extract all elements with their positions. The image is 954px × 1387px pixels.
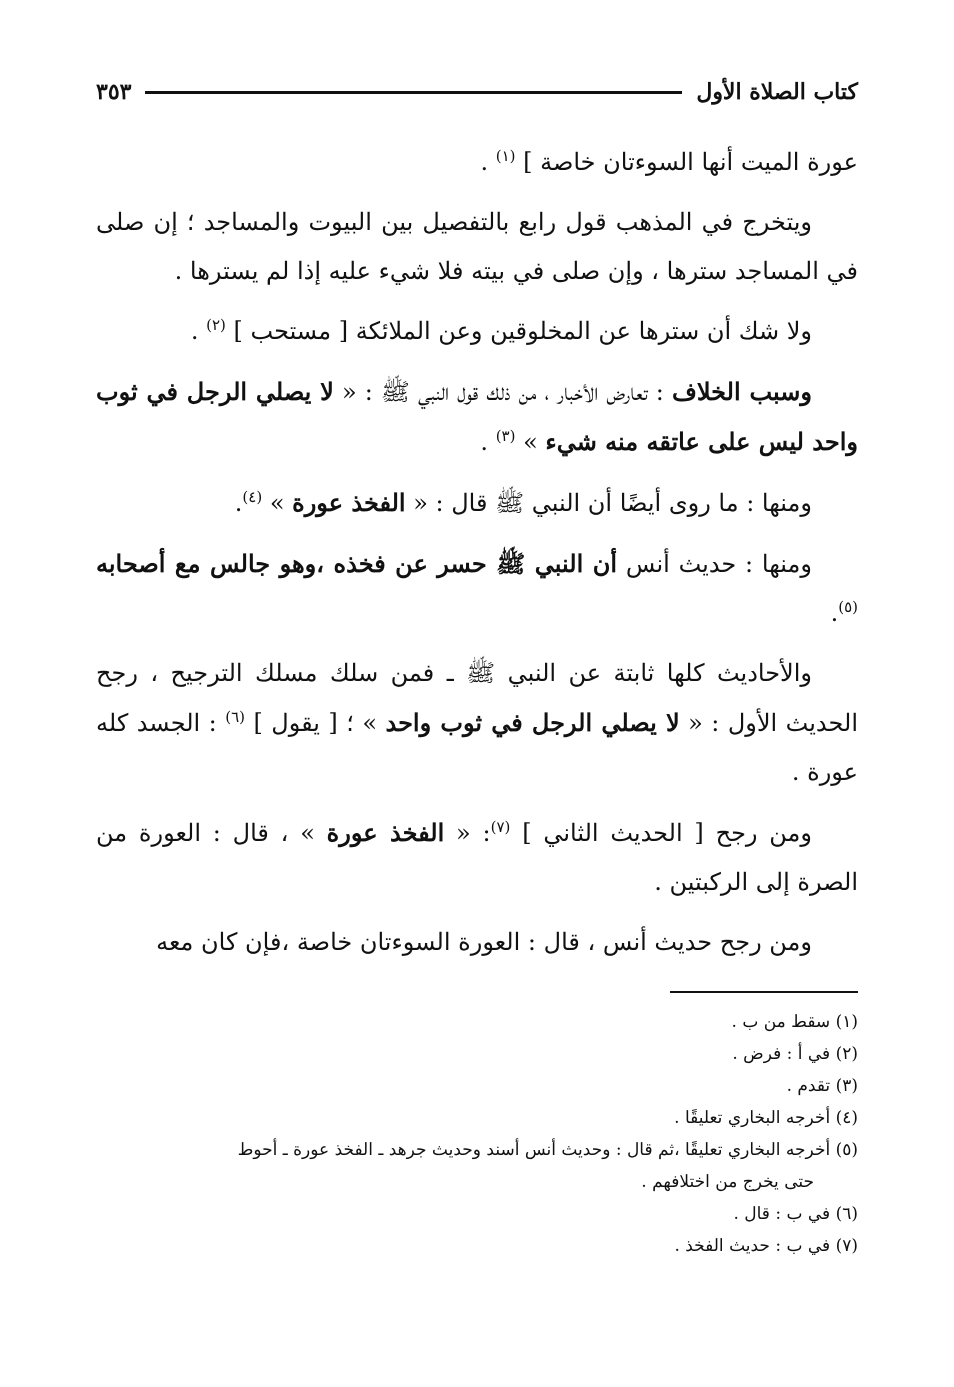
footnote-5 <box>96 1134 858 1198</box>
footnote-number: (٢) <box>835 1044 858 1064</box>
paragraph-8 <box>96 808 858 907</box>
paragraph-7-quote: لا يصلي الرجل في ثوب واحد <box>385 708 680 737</box>
footnote-text: أخرجه البخاري تعليقًا ،ثم قال : وحديث أنس أسند وحديث جرهد ـ الفخذ عورة ـ أحوط <box>237 1140 831 1160</box>
paragraph-6-end: . <box>830 599 839 627</box>
footnote-3 <box>96 1070 858 1102</box>
paragraph-4-lead: وسبب الخلاف <box>671 377 812 406</box>
paragraph-6-quote: أن النبي ﷺ حسر عن فخذه ،وهو جالس مع أصحابه <box>96 549 618 578</box>
footnote-1 <box>96 1006 858 1038</box>
paragraph-5-close: » <box>269 489 293 517</box>
paragraph-5-text: ومنها : ما روى أيضًا أن النبي ﷺ قال : « <box>405 489 812 517</box>
paragraph-1-text: عورة الميت أنها السوءتان خاصة ] <box>523 148 858 176</box>
paragraph-7-end: : الجسد كله عورة . <box>96 709 858 786</box>
footnote-text: في أ : فرض . <box>732 1044 831 1064</box>
footnotes <box>96 1006 858 1262</box>
paragraph-4-text: : تعارض الأخبار ، من ذلك قول النبي ﷺ : « <box>333 378 672 406</box>
footnote-text: في ب : حديث الفخذ . <box>674 1236 831 1256</box>
paragraph-5-end: . <box>234 489 243 517</box>
footnote-number: (٣) <box>835 1076 858 1096</box>
paragraph-8-mid: : « <box>444 819 491 847</box>
footnote-number: (٤) <box>835 1108 858 1128</box>
paragraph-4 <box>96 367 858 467</box>
paragraph-8-end: » ، قال : العورة من الصرة إلى الركبتين . <box>96 819 858 896</box>
footnote-2 <box>96 1038 858 1070</box>
footnote-4 <box>96 1102 858 1134</box>
footnote-6 <box>96 1198 858 1230</box>
paragraph-7-close: » ؛ [ يقول ] <box>253 709 386 737</box>
footnote-ref-3: (٣) <box>495 427 516 445</box>
paragraph-3-text: ولا شك أن سترها عن المخلوقين وعن الملائكة [ مستحب ] <box>233 317 812 345</box>
header-rule <box>145 91 682 94</box>
footnote-ref-5: (٥) <box>838 598 858 616</box>
footnote-ref-6: (٦) <box>225 708 245 726</box>
paragraph-4-close: » <box>523 428 546 456</box>
paragraph-2 <box>96 198 858 296</box>
paragraph-7-text: والأحاديث كلها ثابتة عن النبي ﷺ ـ فمن سلك مسلك الترجيح ، رجح الحديث الأول : « <box>96 659 858 737</box>
footnote-7 <box>96 1230 858 1262</box>
paragraph-6 <box>96 539 858 638</box>
footnote-ref-1: (١) <box>495 147 516 165</box>
paragraph-3-end: . <box>190 317 207 345</box>
footnote-ref-2: (٢) <box>206 316 226 334</box>
paragraph-7 <box>96 649 858 797</box>
footnote-text: أخرجه البخاري تعليقًا . <box>674 1108 831 1128</box>
footnote-continuation: حتى يخرج من اختلافهم . <box>641 1172 814 1192</box>
page-header <box>96 72 858 112</box>
running-title: كتاب الصلاة الأول <box>696 79 858 105</box>
footnote-text: تقدم . <box>786 1076 831 1096</box>
paragraph-4-quote: لا يصلي الرجل في ثوب واحد ليس على عاتقه منه شيء <box>96 377 858 456</box>
footnote-number: (٥) <box>835 1140 858 1160</box>
paragraph-5-quote: الفخذ عورة <box>292 488 406 517</box>
footnote-text: في ب : قال . <box>733 1204 831 1224</box>
footnote-text: سقط من ب . <box>731 1012 831 1032</box>
footnote-number: (١) <box>835 1012 858 1032</box>
footnote-ref-7: (٧) <box>490 818 511 836</box>
paragraph-9 <box>96 918 858 967</box>
paragraph-1 <box>96 138 858 187</box>
footnote-number: (٦) <box>835 1204 858 1224</box>
paragraph-9-text: ومن رجح حديث أنس ، قال : العورة السوءتان خاصة ،فإن كان معه <box>156 928 812 956</box>
main-text <box>96 138 858 978</box>
paragraph-8-quote: الفخذ عورة <box>326 818 445 847</box>
paragraph-3 <box>96 307 858 356</box>
paragraph-2-text: ويتخرج في المذهب قول رابع بالتفصيل بين البيوت والمساجد ؛ إن صلى في المساجد سترها ، وإن صلى في بيته فلا شيء عليه إذا لم يسترها . <box>96 208 858 285</box>
paragraph-8-text: ومن رجح [ الحديث الثاني ] <box>522 819 812 847</box>
paragraph-6-text: ومنها : حديث أنس <box>617 550 812 578</box>
page-number: ٣٥٣ <box>96 79 132 105</box>
paragraph-5 <box>96 478 858 528</box>
footnote-ref-4: (٤) <box>242 488 263 506</box>
paragraph-1-end: . <box>480 148 496 176</box>
footnote-separator <box>670 991 858 993</box>
footnote-number: (٧) <box>835 1236 858 1256</box>
paragraph-4-end: . <box>480 428 496 456</box>
